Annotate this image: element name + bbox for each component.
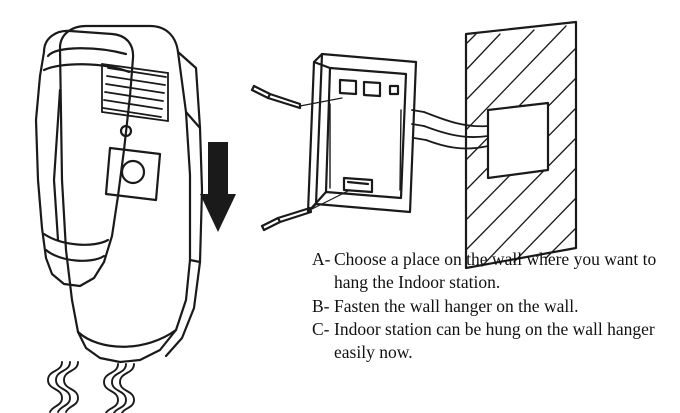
instruction-item-a [312, 248, 672, 295]
instruction-list [312, 248, 672, 364]
instruction-key-b: B- [312, 295, 330, 316]
hatched-wall [466, 22, 576, 268]
call-button-panel [106, 148, 160, 200]
instruction-text-b: Fasten the wall hanger on the wall. [334, 295, 579, 316]
speaker-grille [102, 64, 168, 121]
instruction-key-a: A- [312, 249, 331, 269]
instruction-key-c: C- [312, 318, 330, 339]
wall-hanger-bracket [308, 54, 416, 212]
instruction-item-c [312, 318, 672, 365]
instruction-text-a: Choose a place on the wall where you want to hang the Indoor station. [334, 249, 657, 293]
coiled-cords [48, 362, 134, 413]
instruction-item-b [312, 295, 672, 318]
mounting-screws [252, 86, 350, 230]
wall-wires [412, 110, 488, 148]
instruction-text-c: Indoor station can be hung on the wall hanger easily now. [334, 318, 655, 363]
down-arrow [200, 142, 236, 232]
